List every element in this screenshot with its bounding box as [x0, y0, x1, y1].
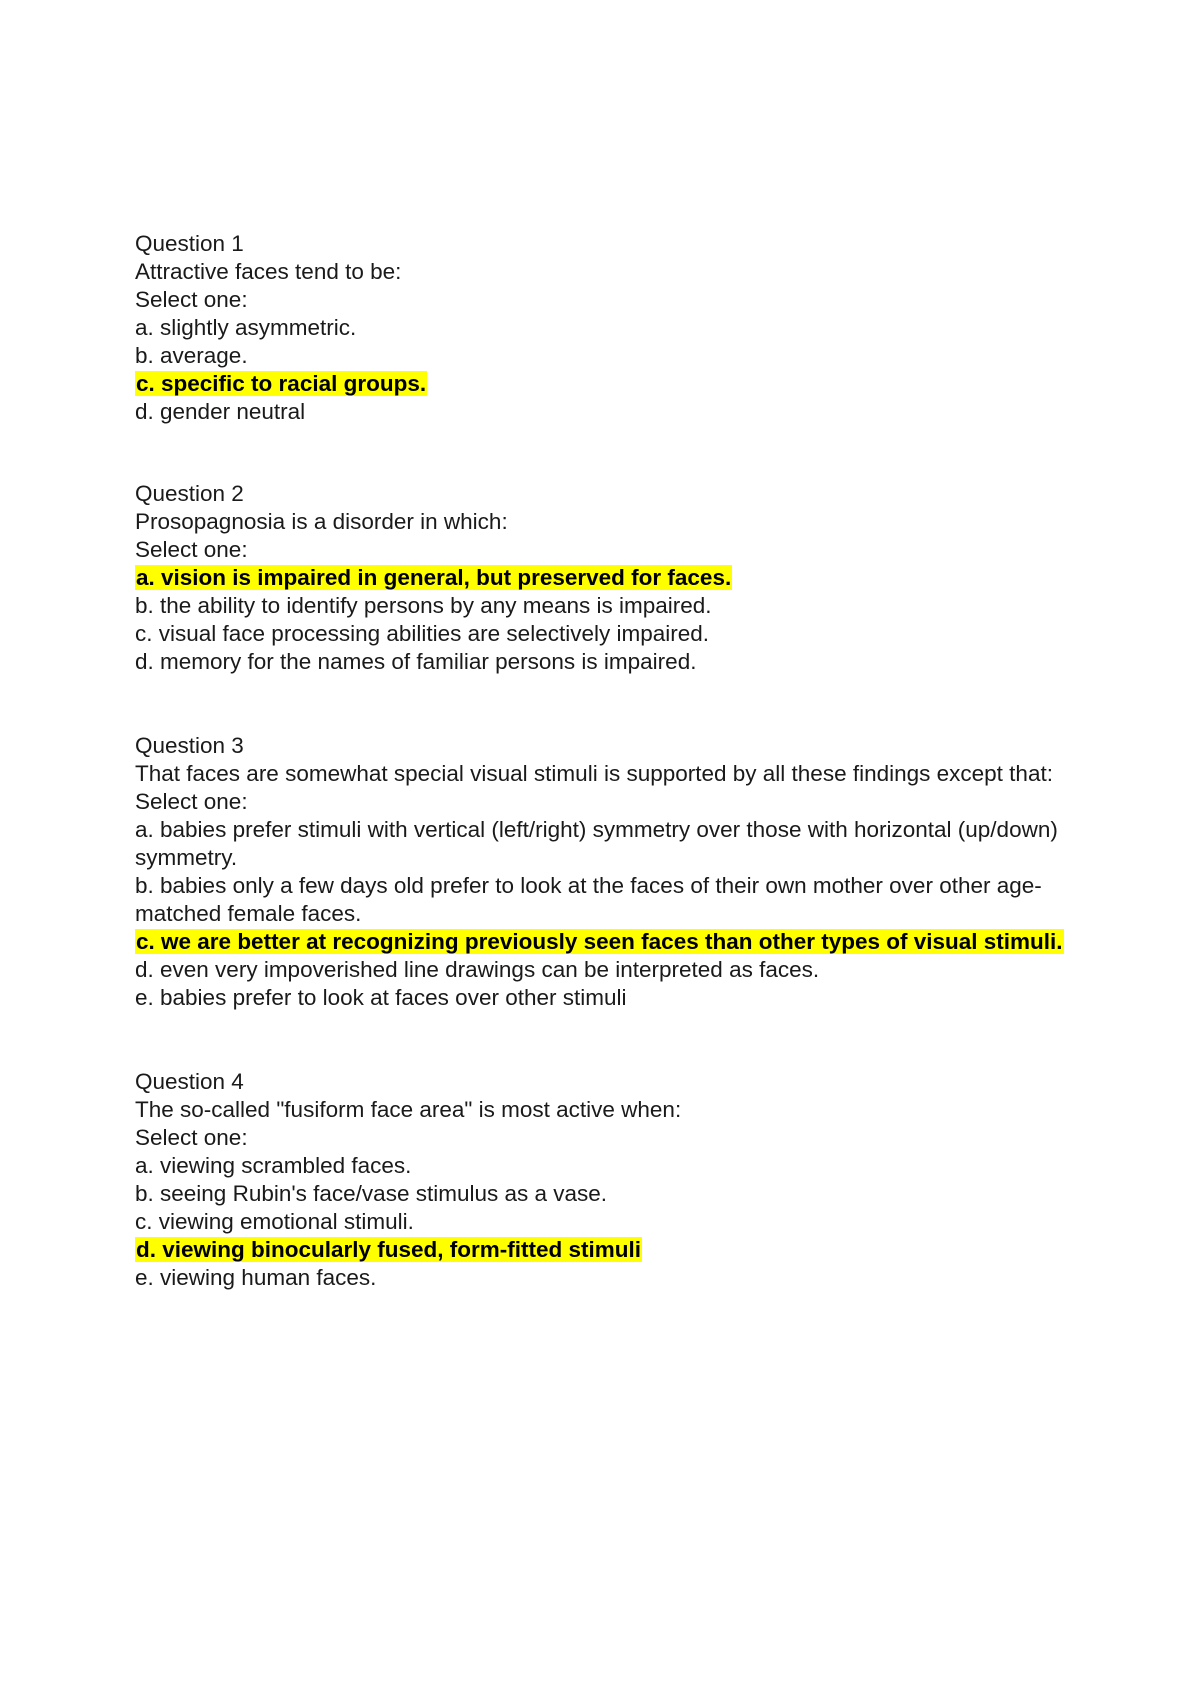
- option-text: c. visual face processing abilities are selectively impaired.: [135, 621, 710, 646]
- question-instruction: Select one:: [135, 287, 248, 312]
- option-b: [135, 1180, 1075, 1208]
- option-d: [135, 398, 1075, 426]
- option-b: [135, 592, 1075, 620]
- option-text: d. even very impoverished line drawings can be interpreted as faces.: [135, 957, 820, 982]
- question-instruction: Select one:: [135, 537, 248, 562]
- question-title: Question 2: [135, 481, 244, 506]
- option-text: c. viewing emotional stimuli.: [135, 1209, 414, 1234]
- question-block-2: [135, 480, 1075, 676]
- option-d: [135, 956, 1075, 984]
- option-text: b. the ability to identify persons by any means is impaired.: [135, 593, 712, 618]
- option-text: a. slightly asymmetric.: [135, 315, 357, 340]
- question-instruction: Select one:: [135, 789, 248, 814]
- option-a: [135, 816, 1075, 872]
- option-text: a. babies prefer stimuli with vertical (left/right) symmetry over those with horizontal (up/down) symmetry.: [135, 817, 1058, 870]
- question-title: Question 1: [135, 231, 244, 256]
- option-text: c. we are better at recognizing previously seen faces than other types of visual stimuli.: [136, 929, 1063, 954]
- option-text: e. babies prefer to look at faces over other stimuli: [135, 985, 627, 1010]
- option-text: a. vision is impaired in general, but preserved for faces.: [136, 565, 732, 590]
- question-title: Question 4: [135, 1069, 244, 1094]
- quiz-content: [135, 230, 1075, 1292]
- option-e: [135, 1264, 1075, 1292]
- question-block-3: [135, 732, 1075, 1012]
- option-text: d. viewing binocularly fused, form-fitted stimuli: [136, 1237, 642, 1262]
- option-d: [135, 648, 1075, 676]
- question-title: Question 3: [135, 733, 244, 758]
- question-block-4: [135, 1068, 1075, 1292]
- option-c: [135, 620, 1075, 648]
- option-text: d. gender neutral: [135, 399, 306, 424]
- option-c: [135, 1208, 1075, 1236]
- option-text: b. babies only a few days old prefer to look at the faces of their own mother over other age-matched female faces.: [135, 873, 1042, 926]
- option-b: [135, 872, 1075, 928]
- question-prompt: Attractive faces tend to be:: [135, 259, 402, 284]
- option-a-highlighted: [135, 564, 1075, 592]
- option-text: b. seeing Rubin's face/vase stimulus as a vase.: [135, 1181, 608, 1206]
- option-text: d. memory for the names of familiar persons is impaired.: [135, 649, 697, 674]
- option-d-highlighted: [135, 1236, 1075, 1264]
- option-text: e. viewing human faces.: [135, 1265, 377, 1290]
- option-text: a. viewing scrambled faces.: [135, 1153, 412, 1178]
- option-c-highlighted: [135, 928, 1075, 956]
- option-text: b. average.: [135, 343, 248, 368]
- question-instruction: Select one:: [135, 1125, 248, 1150]
- option-c-highlighted: [135, 370, 1075, 398]
- option-a: [135, 314, 1075, 342]
- question-prompt: That faces are somewhat special visual stimuli is supported by all these findings except that:: [135, 761, 1053, 786]
- option-b: [135, 342, 1075, 370]
- question-prompt: The so-called "fusiform face area" is most active when:: [135, 1097, 682, 1122]
- option-a: [135, 1152, 1075, 1180]
- option-e: [135, 984, 1075, 1012]
- question-block-1: [135, 230, 1075, 426]
- question-prompt: Prosopagnosia is a disorder in which:: [135, 509, 508, 534]
- option-text: c. specific to racial groups.: [136, 371, 427, 396]
